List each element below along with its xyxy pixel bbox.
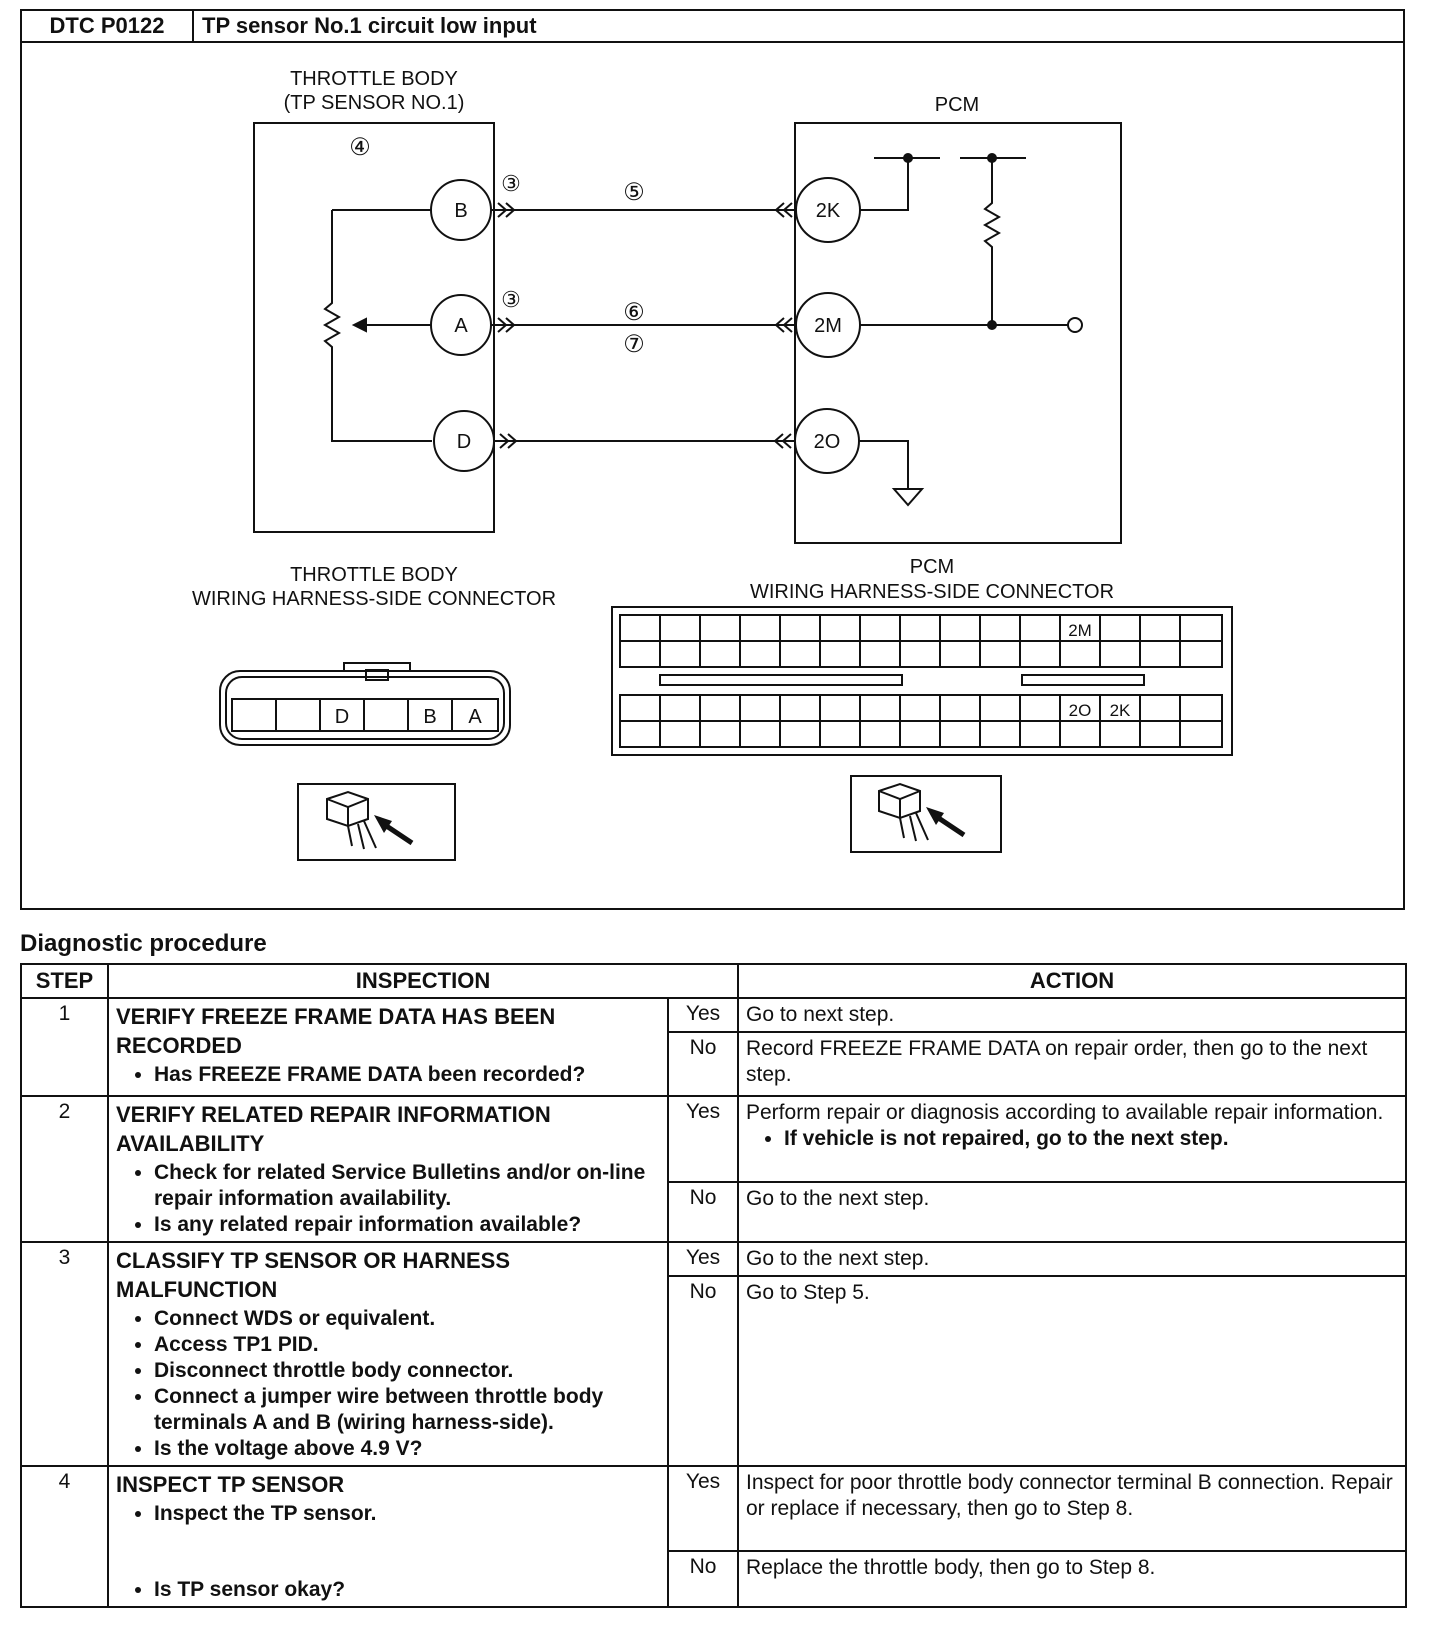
step-number: 4 [21, 1466, 108, 1607]
inspection-bullet: • Is TP sensor okay? [154, 1577, 660, 1603]
inspection-bullet: • Has FREEZE FRAME DATA been recorded? [154, 1062, 660, 1088]
pcm-internal-2k [860, 158, 908, 210]
pcm-signal-terminal [1068, 318, 1082, 332]
callout-3-lower: ③ [501, 287, 521, 312]
header-inspection: INSPECTION [108, 964, 738, 998]
pin-label-d: D [456, 431, 472, 453]
tb-cell-d: D [334, 706, 350, 728]
yes-label: Yes [668, 1242, 738, 1276]
tb-connector-drawing [220, 663, 510, 745]
no-label: No [668, 1551, 738, 1607]
tb-cell-a: A [468, 706, 482, 728]
pcm-connector-title: PCM [909, 556, 955, 578]
pin-label-a: A [454, 315, 468, 337]
step-number: 1 [21, 998, 108, 1096]
tb-connector-subtitle: WIRING HARNESS-SIDE CONNECTOR [191, 588, 557, 610]
pin-label-b: B [454, 200, 468, 222]
action-yes-cell [738, 1096, 1406, 1182]
action-no: Go to the next step. [738, 1182, 1406, 1242]
inspection-bullets [116, 1160, 660, 1238]
yes-label: Yes [668, 1466, 738, 1551]
wiper-arrow [354, 319, 366, 331]
inspection-bullets [116, 1062, 660, 1088]
question-mark: ? [409, 1437, 423, 1460]
probe-icon-frame [298, 784, 455, 860]
connector-probe-icon-left [298, 784, 455, 860]
pcm-cell-2k: 2K [1109, 701, 1131, 720]
pcm-internal-2o [859, 441, 908, 489]
inspection-title: INSPECT TP SENSOR [116, 1472, 345, 1497]
action-no: Replace the throttle body, then go to Step 8. [738, 1551, 1406, 1607]
inspection-bullet: • Disconnect throttle body connector. [154, 1358, 660, 1384]
inspection-bullets [116, 1306, 660, 1462]
tb-cell-b: B [423, 706, 437, 728]
yes-label: Yes [668, 998, 738, 1032]
probe-icon-connector [879, 784, 920, 818]
action-no: Record FREEZE FRAME DATA on repair order, then go to the next step. [738, 1032, 1406, 1096]
inspection-title: VERIFY FREEZE FRAME DATA HAS BEEN RECORDED [116, 1004, 556, 1058]
inspection-bullet: • Connect WDS or equivalent. [154, 1306, 660, 1332]
throttle-body-title: THROTTLE BODY [290, 68, 458, 90]
pcm-connector-subtitle: WIRING HARNESS-SIDE CONNECTOR [749, 581, 1115, 603]
table-header-row [21, 964, 1406, 998]
action-no: Go to Step 5. [738, 1276, 1406, 1466]
inspection-bullet-question [154, 1436, 660, 1462]
throttle-body-subtitle: (TP SENSOR NO.1) [283, 92, 465, 114]
callout-7: ⑦ [623, 331, 645, 358]
table-row [21, 1096, 1406, 1182]
pcm-pullup-resistor [985, 158, 999, 325]
pcm-connector-drawing [612, 607, 1232, 755]
dtc-code: DTC P0122 [22, 11, 194, 41]
probe-icon-frame [851, 776, 1001, 852]
action-yes: Go to the next step. [738, 1242, 1406, 1276]
junction-dot [987, 320, 997, 330]
action-bullets [746, 1126, 1398, 1152]
diagnostic-procedure-table [20, 963, 1407, 1608]
action-yes: Perform repair or diagnosis according to available repair information. [746, 1101, 1384, 1124]
inspection-title: VERIFY RELATED REPAIR INFORMATION AVAILABILITY [116, 1102, 551, 1156]
dtc-header [20, 9, 1405, 43]
table-row [21, 998, 1406, 1032]
header-action: ACTION [738, 964, 1406, 998]
pcm-title: PCM [934, 94, 980, 116]
no-label: No [668, 1276, 738, 1466]
no-label: No [668, 1182, 738, 1242]
probe-icon-connector [327, 792, 368, 826]
action-bullet: • If vehicle is not repaired, go to the next step. [784, 1126, 1398, 1152]
action-yes: Inspect for poor throttle body connector terminal B connection. Repair or replace if necessary, then go to Step 8. [738, 1466, 1406, 1551]
table-row [21, 1466, 1406, 1551]
inspection-bullet: • Check for related Service Bulletins and/or on-line repair information availability. [154, 1160, 660, 1212]
question-threshold: above 4.9 V [294, 1437, 410, 1460]
inspection-bullet: • Is any related repair information available? [154, 1212, 660, 1238]
inspection-bullet: • Connect a jumper wire between throttle body terminals A and B (wiring harness-side). [154, 1384, 660, 1436]
pin-label-2m: 2M [814, 315, 842, 337]
pcm-key-slot-left [660, 675, 902, 685]
action-yes: Go to next step. [738, 998, 1406, 1032]
step-number: 2 [21, 1096, 108, 1242]
callout-4: ④ [349, 134, 371, 161]
pcm-cell-2o: 2O [1068, 701, 1092, 720]
table-row [21, 1242, 1406, 1276]
header-step: STEP [21, 964, 108, 998]
wiring-diagram-svg [22, 43, 1407, 912]
callout-3-upper: ③ [501, 171, 521, 196]
inspection-bullets [116, 1501, 660, 1603]
wiring-diagram [20, 41, 1405, 910]
pin-label-2k: 2K [815, 200, 841, 222]
pcm-key-slot-right [1022, 675, 1144, 685]
ground-symbol [894, 489, 922, 505]
inspection-cell [108, 998, 668, 1096]
step-number: 3 [21, 1242, 108, 1466]
inspection-title: CLASSIFY TP SENSOR OR HARNESS MALFUNCTION [116, 1248, 511, 1302]
inspection-cell [108, 1466, 668, 1607]
dtc-title: TP sensor No.1 circuit low input [202, 13, 537, 38]
yes-label: Yes [668, 1096, 738, 1182]
junction-dot [987, 153, 997, 163]
inspection-cell [108, 1096, 668, 1242]
procedure-title: Diagnostic procedure [20, 930, 267, 957]
inspection-bullet: • Access TP1 PID. [154, 1332, 660, 1358]
no-label: No [668, 1032, 738, 1096]
question-text: Is the voltage [154, 1437, 295, 1460]
connector-probe-icon-right [851, 776, 1001, 852]
junction-dot [903, 153, 913, 163]
inspection-cell [108, 1242, 668, 1466]
callout-5: ⑤ [623, 179, 645, 206]
pin-label-2o: 2O [813, 431, 841, 453]
callout-6: ⑥ [623, 299, 645, 326]
pcm-box [795, 123, 1121, 543]
tb-connector-title: THROTTLE BODY [290, 564, 458, 586]
pcm-cell-2m: 2M [1068, 621, 1092, 640]
inspection-bullet: • Inspect the TP sensor. [154, 1501, 660, 1527]
